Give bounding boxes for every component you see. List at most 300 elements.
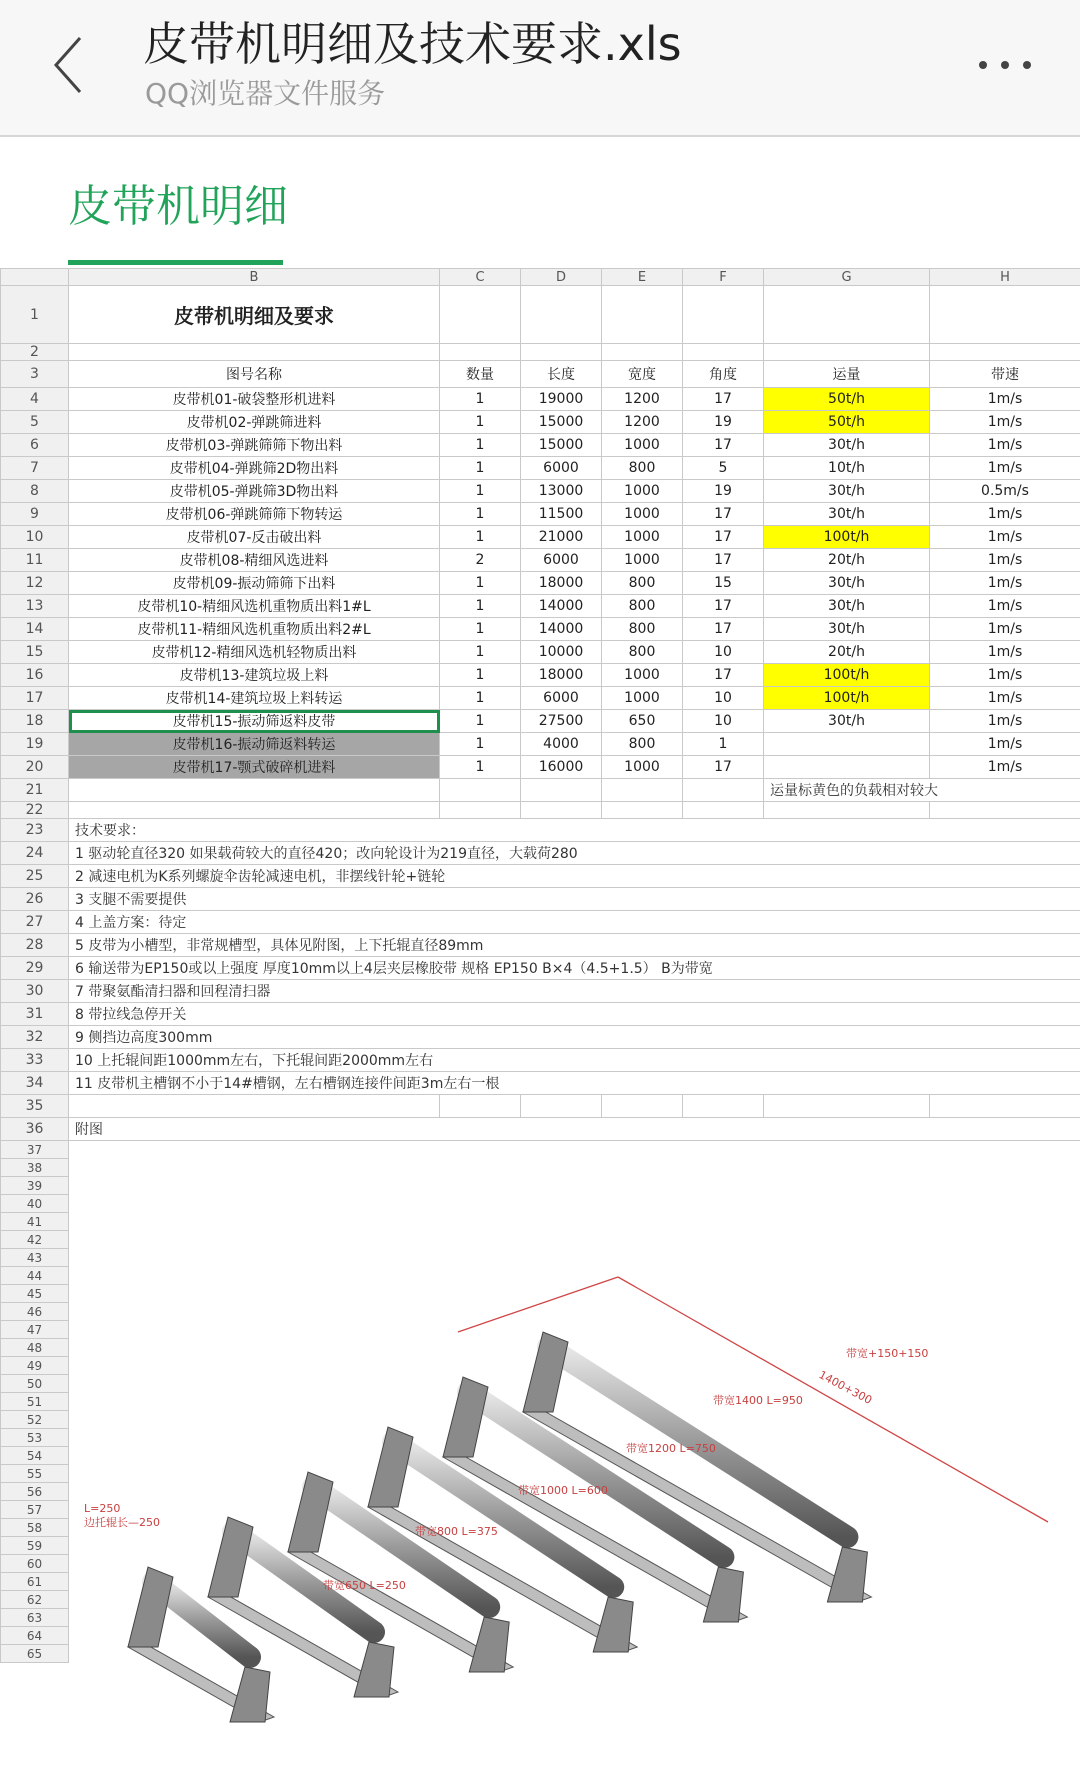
header-cell-speed[interactable]: 带速 [930,361,1080,388]
cell[interactable] [69,779,440,802]
cell[interactable] [930,1095,1080,1118]
name-cell[interactable]: 皮带机15-振动筛返料皮带 [69,710,440,733]
row-number[interactable]: 31 [1,1003,69,1026]
row-number[interactable]: 56 [1,1483,69,1501]
angle-cell[interactable]: 17 [683,756,764,779]
capacity-cell[interactable] [764,733,930,756]
cell[interactable] [764,1095,930,1118]
speed-cell[interactable]: 1m/s [930,503,1080,526]
row-number[interactable]: 8 [1,480,69,503]
row-number[interactable]: 22 [1,802,69,819]
row-number[interactable]: 50 [1,1375,69,1393]
row-number[interactable]: 14 [1,618,69,641]
header-cell-width[interactable]: 宽度 [602,361,683,388]
bracket [827,1547,867,1602]
row-number[interactable]: 25 [1,865,69,888]
row-number[interactable]: 58 [1,1519,69,1537]
speed-cell[interactable]: 1m/s [930,664,1080,687]
name-cell[interactable]: 皮带机14-建筑垃圾上料转运 [69,687,440,710]
cell[interactable] [69,1095,440,1118]
cell[interactable] [440,802,521,819]
row-number[interactable]: 63 [1,1609,69,1627]
cell[interactable] [602,779,683,802]
figure-cell [69,1231,1080,1249]
row-number[interactable]: 62 [1,1591,69,1609]
row-number[interactable]: 59 [1,1537,69,1555]
cell[interactable] [764,344,930,361]
cell[interactable] [440,344,521,361]
header-cell-capacity[interactable]: 运量 [764,361,930,388]
table-row [1,595,1080,618]
column-header[interactable]: E [602,269,683,286]
cell[interactable] [440,779,521,802]
table-row [1,641,1080,664]
cell[interactable] [683,802,764,819]
angle-cell[interactable]: 19 [683,480,764,503]
row-number[interactable]: 16 [1,664,69,687]
cell[interactable] [440,286,521,344]
row-number[interactable]: 15 [1,641,69,664]
speed-cell[interactable]: 1m/s [930,595,1080,618]
table-row [1,572,1080,595]
name-cell[interactable]: 皮带机04-弹跳筛2D物出料 [69,457,440,480]
label-w1000: 带宽1000 L=600 [518,1483,608,1497]
qty-cell[interactable]: 1 [440,618,521,641]
length-cell[interactable]: 16000 [521,756,602,779]
length-cell[interactable]: 19000 [521,388,602,411]
row-number[interactable]: 48 [1,1339,69,1357]
bracket [523,1332,568,1412]
more-button[interactable] [975,45,1045,85]
name-cell[interactable]: 皮带机01-破袋整形机进料 [69,388,440,411]
table-row [1,842,1080,865]
speed-cell[interactable]: 1m/s [930,411,1080,434]
qty-cell[interactable]: 1 [440,756,521,779]
length-cell[interactable]: 6000 [521,687,602,710]
length-cell[interactable]: 4000 [521,733,602,756]
speed-cell[interactable]: 1m/s [930,572,1080,595]
sheet-tab-title[interactable]: 皮带机明细 [68,170,288,234]
capacity-cell[interactable]: 30t/h [764,480,930,503]
row-number[interactable]: 40 [1,1195,69,1213]
cell[interactable] [683,779,764,802]
requirement-text[interactable]: 2 减速电机为K系列螺旋伞齿轮减速电机，非摆线针轮+链轮 [69,865,1080,888]
requirement-text[interactable]: 11 皮带机主槽钢不小于14#槽钢，左右槽钢连接件间距3m左右一根 [69,1072,1080,1095]
qty-cell[interactable]: 1 [440,434,521,457]
back-button[interactable] [48,30,98,100]
row-number[interactable]: 4 [1,388,69,411]
table-row [1,888,1080,911]
table-row [1,411,1080,434]
cell[interactable] [602,802,683,819]
table-row [1,779,1080,802]
cell[interactable] [930,344,1080,361]
header-cell-angle[interactable]: 角度 [683,361,764,388]
cell[interactable] [521,802,602,819]
table-row [1,1118,1080,1141]
row-number[interactable]: 29 [1,957,69,980]
qty-cell[interactable]: 1 [440,480,521,503]
row-number[interactable]: 18 [1,710,69,733]
row-number[interactable]: 51 [1,1393,69,1411]
name-cell[interactable]: 皮带机09-振动筛筛下出料 [69,572,440,595]
qty-cell[interactable]: 2 [440,549,521,572]
row-number[interactable]: 17 [1,687,69,710]
row-number[interactable]: 35 [1,1095,69,1118]
angle-cell[interactable]: 10 [683,687,764,710]
row-number[interactable]: 26 [1,888,69,911]
length-cell[interactable]: 18000 [521,664,602,687]
speed-cell[interactable]: 1m/s [930,687,1080,710]
header-cell-length[interactable]: 长度 [521,361,602,388]
table-row [1,1159,1080,1177]
column-header[interactable]: D [521,269,602,286]
requirement-text[interactable]: 7 带聚氨酯清扫器和回程清扫器 [69,980,1080,1003]
requirement-text[interactable]: 4 上盖方案：待定 [69,911,1080,934]
requirement-text[interactable]: 6 输送带为EP150或以上强度 厚度10mm以上4层夹层橡胶带 规格 EP150 B×4（4.5+1.5） B为带宽 [69,957,1080,980]
angle-cell[interactable]: 17 [683,595,764,618]
cell[interactable] [683,344,764,361]
name-cell[interactable]: 皮带机05-弹跳筛3D物出料 [69,480,440,503]
row-number[interactable]: 52 [1,1411,69,1429]
length-cell[interactable]: 21000 [521,526,602,549]
name-cell[interactable]: 皮带机12-精细风选机轻物质出料 [69,641,440,664]
requirement-text[interactable]: 1 驱动轮直径320 如果载荷较大的直径420；改向轮设计为219直径，大载荷280 [69,842,1080,865]
speed-cell[interactable]: 1m/s [930,457,1080,480]
name-cell[interactable]: 皮带机08-精细风选进料 [69,549,440,572]
capacity-cell[interactable]: 30t/h [764,434,930,457]
width-cell[interactable]: 1000 [602,687,683,710]
length-cell[interactable]: 27500 [521,710,602,733]
name-cell[interactable]: 皮带机07-反击破出料 [69,526,440,549]
speed-cell[interactable]: 1m/s [930,710,1080,733]
cell[interactable] [764,286,930,344]
speed-cell[interactable]: 1m/s [930,618,1080,641]
width-cell[interactable]: 1000 [602,756,683,779]
width-cell[interactable]: 800 [602,457,683,480]
requirement-text[interactable]: 附图 [69,1118,1080,1141]
figure-cell [69,1141,1080,1159]
length-cell[interactable]: 13000 [521,480,602,503]
row-number[interactable]: 41 [1,1213,69,1231]
name-cell[interactable]: 皮带机10-精细风选机重物质出料1#L [69,595,440,618]
cell[interactable] [521,344,602,361]
bracket [288,1472,333,1552]
width-cell[interactable]: 800 [602,572,683,595]
cell[interactable] [683,286,764,344]
name-cell[interactable]: 皮带机02-弹跳筛进料 [69,411,440,434]
angle-cell[interactable]: 17 [683,549,764,572]
row-number[interactable]: 20 [1,756,69,779]
requirement-text[interactable]: 8 带拉线急停开关 [69,1003,1080,1026]
row-number[interactable]: 1 [1,286,69,344]
length-cell[interactable]: 14000 [521,618,602,641]
length-cell[interactable]: 15000 [521,434,602,457]
table-row [1,1026,1080,1049]
angle-cell[interactable]: 10 [683,641,764,664]
angle-cell[interactable]: 1 [683,733,764,756]
row-number[interactable]: 19 [1,733,69,756]
row-number[interactable]: 36 [1,1118,69,1141]
row-number[interactable]: 6 [1,434,69,457]
row-number[interactable]: 45 [1,1285,69,1303]
row-number[interactable]: 28 [1,934,69,957]
length-cell[interactable]: 15000 [521,411,602,434]
row-number[interactable]: 61 [1,1573,69,1591]
width-cell[interactable]: 800 [602,618,683,641]
row-number[interactable]: 21 [1,779,69,802]
corner-cell[interactable] [1,269,69,286]
capacity-cell[interactable]: 30t/h [764,572,930,595]
speed-cell[interactable]: 1m/s [930,388,1080,411]
row-number[interactable]: 34 [1,1072,69,1095]
qty-cell[interactable]: 1 [440,388,521,411]
capacity-cell[interactable]: 100t/h [764,526,930,549]
row-number[interactable]: 60 [1,1555,69,1573]
qty-cell[interactable]: 1 [440,733,521,756]
name-cell[interactable]: 皮带机11-精细风选机重物质出料2#L [69,618,440,641]
name-cell[interactable]: 皮带机03-弹跳筛筛下物出料 [69,434,440,457]
capacity-cell[interactable]: 10t/h [764,457,930,480]
cell[interactable] [930,802,1080,819]
width-cell[interactable]: 1000 [602,480,683,503]
qty-cell[interactable]: 1 [440,595,521,618]
idler-set [128,1567,274,1722]
capacity-cell[interactable] [764,756,930,779]
row-number[interactable]: 44 [1,1267,69,1285]
length-cell[interactable]: 10000 [521,641,602,664]
cell[interactable] [930,286,1080,344]
row-number[interactable]: 37 [1,1141,69,1159]
width-cell[interactable]: 1000 [602,434,683,457]
width-cell[interactable]: 800 [602,733,683,756]
table-row [1,1072,1080,1095]
angle-cell[interactable]: 17 [683,388,764,411]
length-cell[interactable]: 18000 [521,572,602,595]
capacity-cell[interactable]: 50t/h [764,411,930,434]
sheet-title-cell[interactable]: 皮带机明细及要求 [69,286,440,344]
capacity-cell[interactable]: 30t/h [764,618,930,641]
label-w1200: 带宽1200 L=750 [626,1441,716,1455]
idler-drawing [68,1262,1080,1785]
table-row [1,1003,1080,1026]
table-row [1,980,1080,1003]
more-dots-icon [975,45,1045,85]
table-row [1,549,1080,572]
row-number[interactable]: 46 [1,1303,69,1321]
row-number[interactable]: 43 [1,1249,69,1267]
row-number[interactable]: 7 [1,457,69,480]
column-header-row [1,269,1080,286]
table-row [1,286,1080,344]
cell[interactable] [521,1095,602,1118]
cell[interactable] [602,344,683,361]
label-w1400: 带宽1400 L=950 [713,1393,803,1407]
bracket [703,1567,743,1622]
length-cell[interactable]: 11500 [521,503,602,526]
cell[interactable] [69,344,440,361]
requirement-text[interactable]: 技术要求： [69,819,1080,842]
row-number[interactable]: 12 [1,572,69,595]
capacity-cell[interactable]: 30t/h [764,710,930,733]
angle-cell[interactable]: 19 [683,411,764,434]
requirement-text[interactable]: 9 侧挡边高度300mm [69,1026,1080,1049]
angle-cell[interactable]: 10 [683,710,764,733]
header-row [1,361,1080,388]
row-number[interactable]: 42 [1,1231,69,1249]
table-row [1,344,1080,361]
speed-cell[interactable]: 1m/s [930,526,1080,549]
row-number[interactable]: 5 [1,411,69,434]
length-cell[interactable]: 6000 [521,457,602,480]
width-cell[interactable]: 1200 [602,411,683,434]
width-cell[interactable]: 1200 [602,388,683,411]
qty-cell[interactable]: 1 [440,503,521,526]
sheet-tab-underline [68,260,283,265]
name-cell[interactable]: 皮带机16-振动筛返料转运 [69,733,440,756]
capacity-cell[interactable]: 50t/h [764,388,930,411]
width-cell[interactable]: 1000 [602,526,683,549]
speed-cell[interactable]: 1m/s [930,733,1080,756]
label-l250: L=250 [84,1502,120,1515]
row-number[interactable]: 49 [1,1357,69,1375]
row-number[interactable]: 33 [1,1049,69,1072]
angle-cell[interactable]: 15 [683,572,764,595]
length-cell[interactable]: 6000 [521,549,602,572]
speed-cell[interactable]: 1m/s [930,549,1080,572]
width-cell[interactable]: 1000 [602,549,683,572]
requirement-text[interactable]: 3 支腿不需要提供 [69,888,1080,911]
idler-group [128,1332,871,1722]
column-header[interactable]: C [440,269,521,286]
cell[interactable] [521,286,602,344]
name-cell[interactable]: 皮带机06-弹跳筛筛下物转运 [69,503,440,526]
speed-cell[interactable]: 1m/s [930,641,1080,664]
column-header[interactable]: B [69,269,440,286]
qty-cell[interactable]: 1 [440,526,521,549]
capacity-cell[interactable]: 30t/h [764,595,930,618]
angle-cell[interactable]: 17 [683,503,764,526]
row-number[interactable]: 38 [1,1159,69,1177]
column-header[interactable]: F [683,269,764,286]
capacity-cell[interactable]: 100t/h [764,687,930,710]
row-number[interactable]: 65 [1,1645,69,1663]
width-cell[interactable]: 800 [602,595,683,618]
bracket [593,1597,633,1652]
capacity-cell[interactable]: 30t/h [764,503,930,526]
row-number[interactable]: 10 [1,526,69,549]
capacity-cell[interactable]: 20t/h [764,549,930,572]
table-row [1,1141,1080,1159]
angle-cell[interactable]: 17 [683,434,764,457]
row-number[interactable]: 32 [1,1026,69,1049]
table-row [1,1213,1080,1231]
cell[interactable] [69,802,440,819]
row-number[interactable]: 2 [1,344,69,361]
speed-cell[interactable]: 0.5m/s [930,480,1080,503]
qty-cell[interactable]: 1 [440,710,521,733]
row-number[interactable]: 53 [1,1429,69,1447]
row-number[interactable]: 55 [1,1465,69,1483]
cell[interactable] [521,779,602,802]
width-cell[interactable]: 1000 [602,503,683,526]
angle-cell[interactable]: 17 [683,664,764,687]
header-cell-name[interactable]: 图号名称 [69,361,440,388]
column-header[interactable]: H [930,269,1080,286]
bracket [208,1517,253,1597]
angle-cell[interactable]: 5 [683,457,764,480]
row-number[interactable]: 27 [1,911,69,934]
row-number[interactable]: 57 [1,1501,69,1519]
dimension-line [458,1277,618,1332]
app-header [0,0,1080,137]
row-number[interactable]: 3 [1,361,69,388]
table-row [1,756,1080,779]
row-number[interactable]: 30 [1,980,69,1003]
qty-cell[interactable]: 1 [440,411,521,434]
length-cell[interactable]: 14000 [521,595,602,618]
qty-cell[interactable]: 1 [440,641,521,664]
angle-cell[interactable]: 17 [683,618,764,641]
chevron-left-icon [48,30,98,100]
table-row [1,503,1080,526]
width-cell[interactable]: 650 [602,710,683,733]
width-cell[interactable]: 1000 [602,664,683,687]
row-number[interactable]: 9 [1,503,69,526]
column-header[interactable]: G [764,269,930,286]
table-row [1,480,1080,503]
cell[interactable] [602,1095,683,1118]
cell[interactable] [602,286,683,344]
row-number[interactable]: 39 [1,1177,69,1195]
row-number[interactable]: 64 [1,1627,69,1645]
name-cell[interactable]: 皮带机17-颚式破碎机进料 [69,756,440,779]
table-row [1,865,1080,888]
qty-cell[interactable]: 1 [440,457,521,480]
requirement-text[interactable]: 10 上托辊间距1000mm左右，下托辊间距2000mm左右 [69,1049,1080,1072]
angle-cell[interactable]: 17 [683,526,764,549]
label-side-roll: 边托辊长—250 [84,1515,160,1529]
requirement-text[interactable]: 5 皮带为小槽型，非常规槽型，具体见附图，上下托辊直径89mm [69,934,1080,957]
figure-cell [69,1195,1080,1213]
qty-cell[interactable]: 1 [440,687,521,710]
capacity-cell[interactable]: 100t/h [764,664,930,687]
cell[interactable] [683,1095,764,1118]
speed-cell[interactable]: 1m/s [930,434,1080,457]
row-number[interactable]: 13 [1,595,69,618]
header-cell-qty[interactable]: 数量 [440,361,521,388]
width-cell[interactable]: 800 [602,641,683,664]
row-number[interactable]: 54 [1,1447,69,1465]
row-number[interactable]: 24 [1,842,69,865]
qty-cell[interactable]: 1 [440,664,521,687]
file-title: 皮带机明细及技术要求.xls [143,8,682,74]
qty-cell[interactable]: 1 [440,572,521,595]
name-cell[interactable]: 皮带机13-建筑垃圾上料 [69,664,440,687]
table-row [1,664,1080,687]
cell[interactable] [440,1095,521,1118]
cell[interactable] [764,802,930,819]
row-number[interactable]: 23 [1,819,69,842]
capacity-cell[interactable]: 20t/h [764,641,930,664]
row-number[interactable]: 47 [1,1321,69,1339]
bracket [128,1567,173,1647]
capacity-note[interactable]: 运量标黄色的负载相对较大 [764,779,1080,802]
speed-cell[interactable]: 1m/s [930,756,1080,779]
row-number[interactable]: 11 [1,549,69,572]
table-row [1,1049,1080,1072]
table-row [1,1231,1080,1249]
